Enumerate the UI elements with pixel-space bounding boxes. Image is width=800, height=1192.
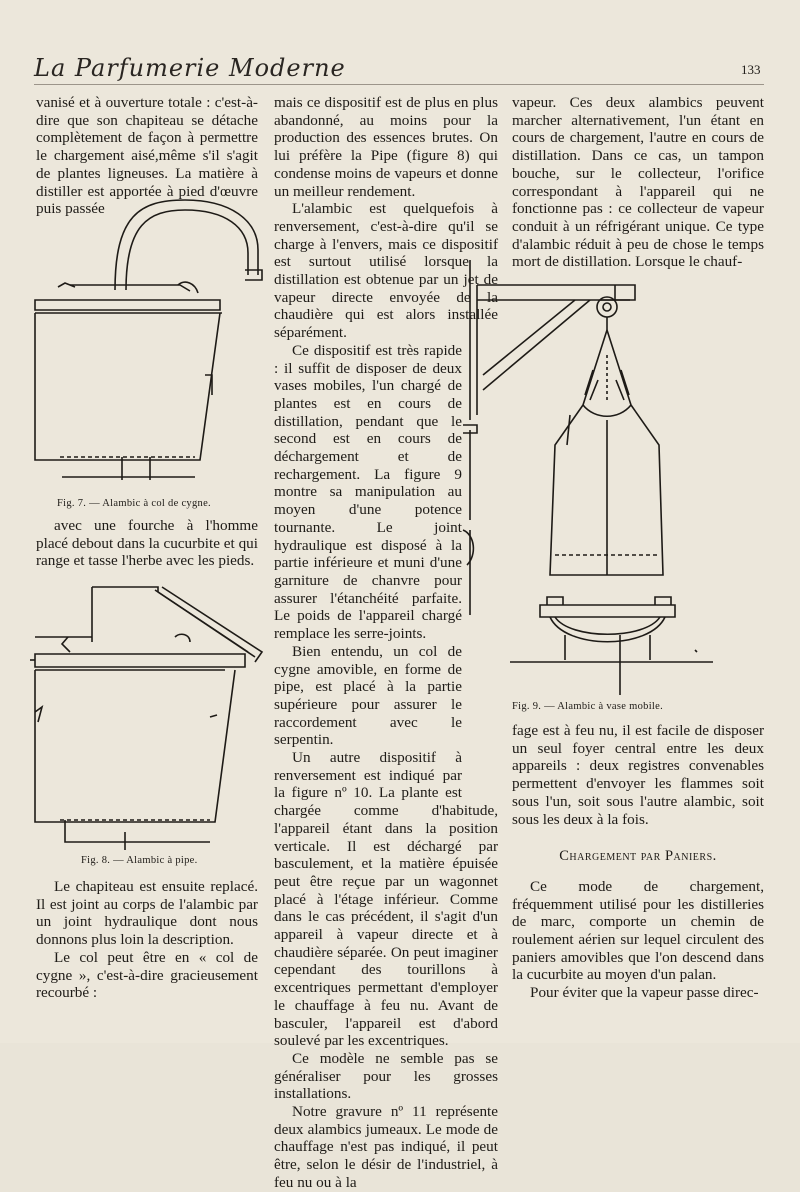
paragraph: vapeur. Ces deux alambics peuvent marcher alternativement, l'un étant en cours de chargement, l'autre en cours de distillation. Dans ce cas, un tampon bouche, sur le collecteur, l'orifice correspondant à l'appareil qui ne fonctionne pas : ce collecteur de vapeur conduit à un réfrigérant unique. Ce type d'alambic réduit à peu de chose le temps mort de distillation. Lorsque le chauf- [512,94,764,271]
figure-7-swan-neck-alembic [30,195,262,480]
section-heading: Chargement par Paniers. [559,848,717,865]
figure-7-caption: Fig. 7. — Alambic à col de cygne. [57,498,211,509]
paragraph: fage est à feu nu, il est facile de disposer un seul foyer central entre les deux appareils : deux registres convenables permettent d'envoyer les flammes soit sous l'un, soit sous l'autre alambic, soit sous les deux à la fois. [512,722,764,828]
paragraph: Pour éviter que la vapeur passe direc- [530,984,759,1002]
running-header-title: La Parfumerie Moderne [34,54,346,82]
figure-8-pipe-alembic [30,582,262,854]
header-divider [34,84,764,85]
paragraph: vanisé et à ouverture totale : c'est-à-dire que son chapiteau se détache complètement de façon à permettre le chargement aisé,même s'il s'agit de plantes ligneuses. La matière à distiller est apportée à pied d'œuvre puis passée [36,94,258,218]
figure-8-caption: Fig. 8. — Alambic à pipe. [81,855,198,866]
paragraph: Le col peut être en « col de cygne », c'est-à-dire gracieusement recourbé : [36,948,258,1002]
paragraph: Notre gravure nº 11 représente deux alambics jumeaux. Le mode de chauffage n'est pas indiqué, il peut être, selon le désir de l'industriel, à feu nu ou à la [274,1103,498,1191]
paragraph: L'alambic est quelquefois à renversement, c'est-à-dire qu'il se charge à l'envers, mais ce dispositif est surtout utilisé lorsque la distillation est obtenue par un jet de vapeur directe envoyée de la chaudière qui est alors installée séparément. [274,200,498,342]
paragraph: Le chapiteau est ensuite replacé. Il est joint au corps de l'alambic par un joint hydraulique dont nous donnons plus loin la description. [36,878,258,949]
paragraph: Ce dispositif est très rapide : il suffit de disposer de deux vases mobiles, l'un chargé de plantes est en cours de distillation, pendant que le second est en cours de déchargement et de rechargement. La figure 9 montre sa manipulation au moyen d'une potence tournante. Le joint hydraulique est disposé à la partie inférieure et muni d'une garniture de chanvre pour assurer l'étanchéité parfaite. Le poids de l'appareil chargé remplace les serre-joints. [274,341,462,643]
paragraph: Ce modèle ne semble pas se généraliser pour les grosses installations. [274,1049,498,1103]
figure-9-mobile-vessel-alembic [455,255,765,700]
paragraph: Un autre dispositif à renversement est indiqué par la figure nº 10. La plante est chargée comme d'habitude, l'appareil étant dans la position verticale. Il est déchargé par basculement, et la matière épuisée peut être reçue par un wagonnet placé à l'étage inférieur. Comme dans le cas précédent, il s'agit d'un appareil à vapeur directe et à chaudière séparée. On peut imaginer cependant des tourillons à excentriques permettant d'employer le chauffage à feu nu. Avant de basculer, l'appareil est d'abord soulevé par les excentriques. [274,749,498,1050]
left-column-bottom [36,878,258,1002]
paragraph: Bien entendu, un col de cygne amovible, en forme de pipe, est placé à la partie supérieure pour assurer le raccordement avec le serpentin. [274,642,462,749]
right-column-top [512,94,764,271]
right-column-bottom [512,722,764,1002]
left-column-middle [36,517,258,570]
paragraph: mais ce dispositif est de plus en plus abandonné, au moins pour la production des essences brutes. On lui préfère la Pipe (figure 8) qui condense moins de vapeurs et donne un meilleur rendement. [274,94,498,200]
figure-9-caption: Fig. 9. — Alambic à vase mobile. [512,701,664,712]
paragraph: avec une fourche à l'homme placé debout dans la cucurbite et qui range et tasse l'herbe avec les pieds. [36,517,258,570]
page-number: 133 [741,62,761,77]
paragraph: Ce mode de chargement, fréquemment utilisé pour les distilleries de marc, comporte un chemin de roulement aérien sur lequel circulent des paniers amovibles que l'on descend dans la cucurbite au moyen d'un palan. [512,877,764,984]
